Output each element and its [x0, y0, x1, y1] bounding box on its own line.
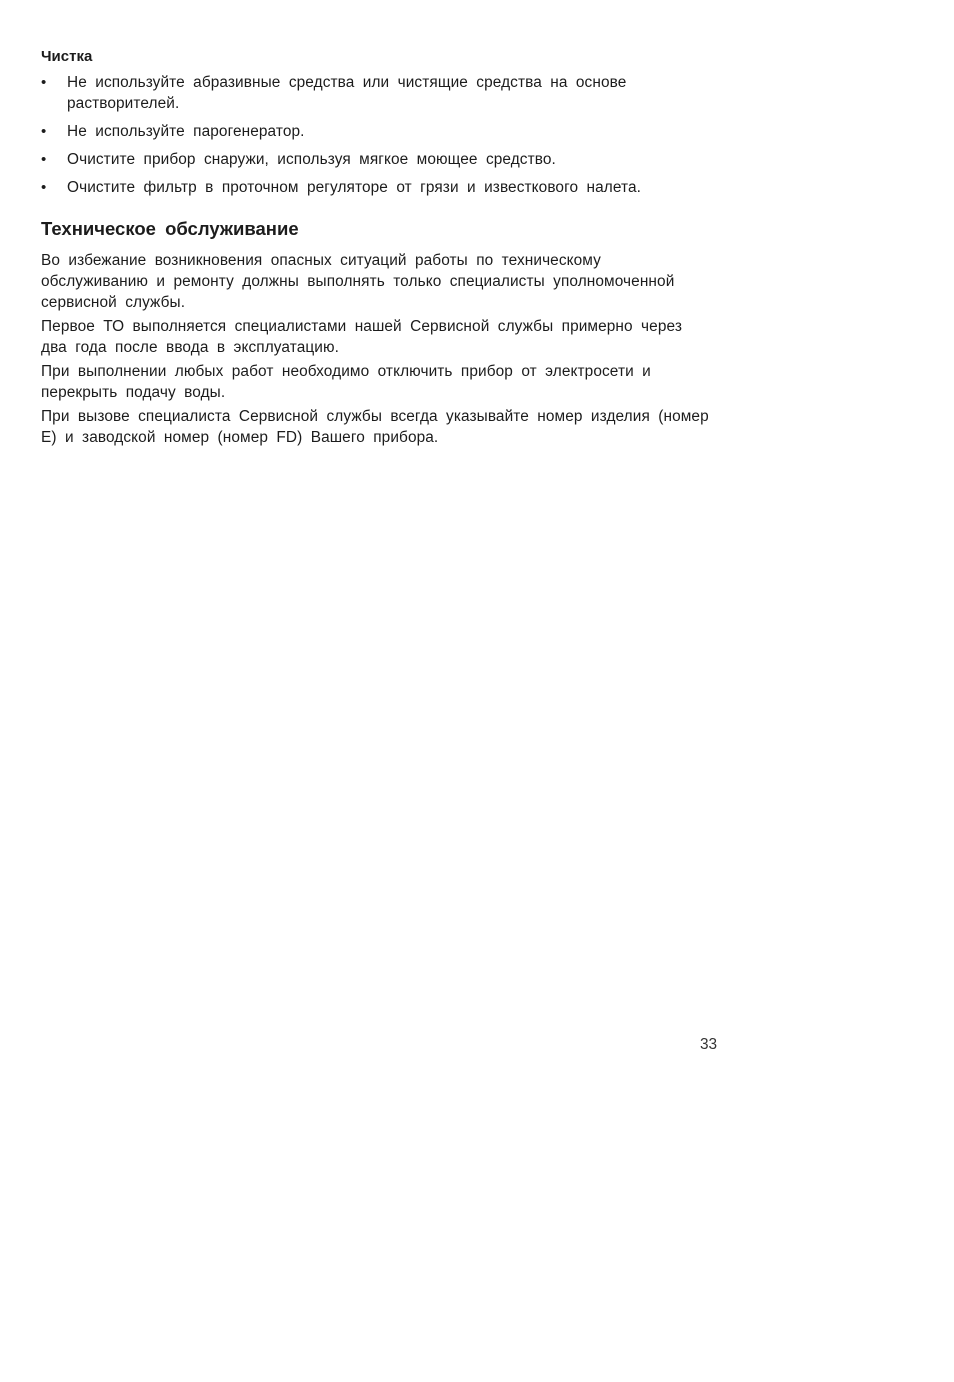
bullet-icon: • [41, 151, 47, 168]
bullet-icon: • [41, 123, 47, 140]
maintenance-paragraph: Во избежание возникновения опасных ситуаций работы по техническому обслуживанию и ремонту должны выполнять только специалисты уполномоченной сервисной службы. [41, 252, 675, 311]
list-item [41, 177, 711, 198]
cleaning-list [41, 72, 711, 198]
page-number: 33 [700, 1036, 718, 1053]
list-item-text: Не используйте абразивные средства или чистящие средства на основе растворителей. [67, 74, 627, 112]
bullet-icon: • [41, 74, 47, 91]
list-item-text: Очистите прибор снаружи, используя мягкое моющее средство. [67, 151, 556, 168]
list-item-text: Очистите фильтр в проточном регуляторе от грязи и известкового налета. [67, 179, 641, 196]
list-item [41, 149, 711, 170]
maintenance-paragraph: Первое ТО выполняется специалистами нашей Сервисной службы примерно через два года после ввода в эксплуатацию. [41, 318, 682, 356]
maintenance-heading: Техническое обслуживание [41, 218, 299, 239]
page-content [41, 46, 711, 451]
cleaning-heading: Чистка [41, 48, 93, 65]
maintenance-paragraph: При выполнении любых работ необходимо отключить прибор от электросети и перекрыть подачу воды. [41, 363, 651, 401]
bullet-icon: • [41, 179, 47, 196]
list-item-text: Не используйте парогенератор. [67, 123, 305, 140]
list-item [41, 72, 711, 114]
maintenance-paragraph: При вызове специалиста Сервисной службы всегда указывайте номер изделия (номер E) и заводской номер (номер FD) Вашего прибора. [41, 408, 709, 446]
list-item [41, 121, 711, 142]
